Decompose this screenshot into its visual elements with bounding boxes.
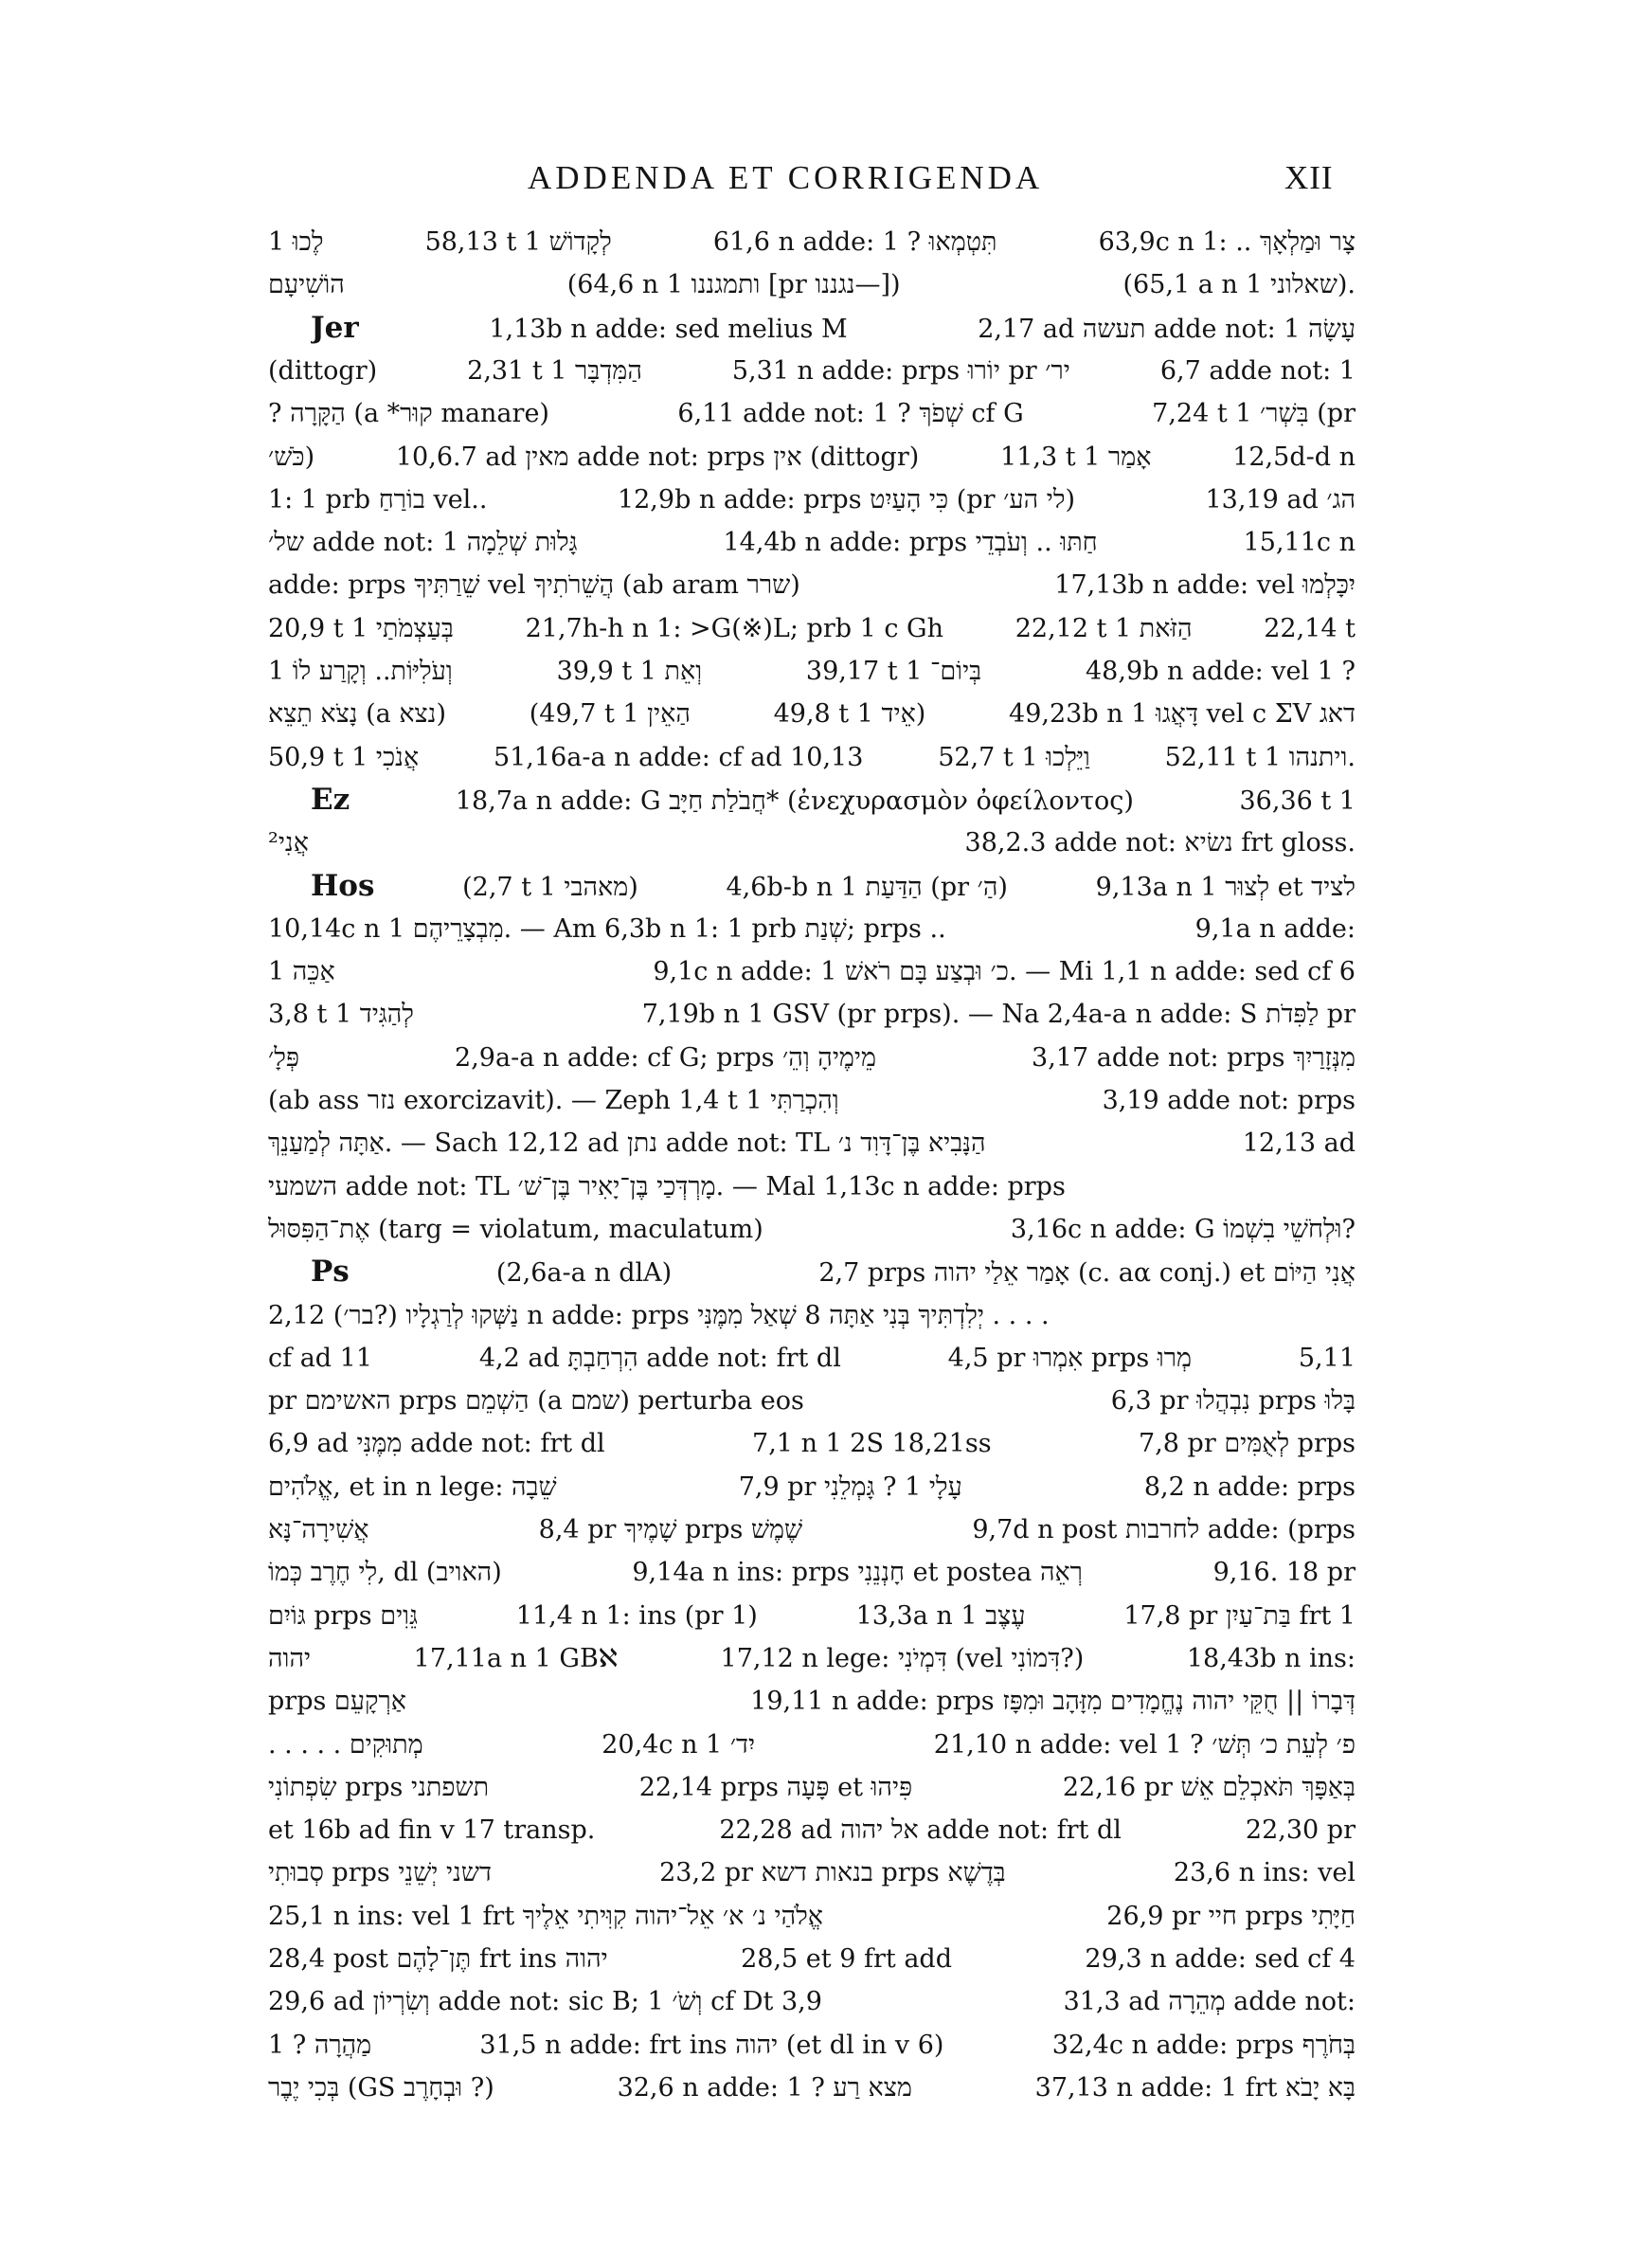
text-segment: 3,8 t 1 לְהַגִּיד	[268, 1000, 414, 1029]
text-segment: (ab ass נזר exorcizavit). — Zeph 1,4 t 1 וְהִכְרַתִּי	[268, 1086, 839, 1115]
text-line	[268, 736, 1356, 779]
text-segment: 11,4 n 1: ins (pr 1)	[515, 1601, 758, 1631]
text-line	[268, 2067, 1356, 2109]
text-segment: כֹּשׁ׳)	[268, 442, 315, 472]
text-segment: 26,9 pr חיי prps חַיָּתִי	[1106, 1902, 1356, 1931]
text-segment: 9,1c n adde: 1 כ׳ וּבְצַע בָּם רֹאשׁ. — Mi 1,1 n adde: sed cf 6	[653, 957, 1356, 986]
text-segment: 23,2 pr בנאות דשא prps בְּדֶשֶׁא	[659, 1858, 1006, 1887]
text-segment: 38,2.3 adde not: נשׂיא frt gloss.	[964, 828, 1356, 858]
text-segment: ? הַקָּרָה (a *קוּר manare)	[268, 399, 549, 428]
text-segment: 9,14a n ins: prps חָנְנֵנִי et postea רְאֵה	[632, 1558, 1083, 1587]
text-segment: 4,6b-b n 1 הַדַּעַת (pr הַ׳)	[726, 873, 1008, 902]
text-segment: 58,13 t 1 לְקָדוֹשׁ	[424, 227, 612, 257]
text-segment: 36,36 t 1	[1239, 786, 1356, 816]
text-line	[268, 1208, 1356, 1251]
text-segment: 10,14c n 1 מִבְצָרֵיהֶם. — Am 6,3b n 1: 1 prb שְׁנַת; prps ..	[268, 914, 946, 944]
text-segment: 2,9a-a n adde: cf G; prps מֵימֶיהָ וְהֵ׳	[455, 1043, 877, 1073]
text-line	[268, 1895, 1356, 1938]
text-segment: 3,17 adde not: prps מִנְּזָרַיִךְ	[1032, 1043, 1356, 1073]
text-segment: 6,3 pr נִבְהֲלוּ prps בָּלוּ	[1110, 1386, 1356, 1416]
text-segment: 9,13a n 1 לְצוּר et לציד	[1095, 873, 1356, 902]
text-segment: 8,4 pr שָׁמֶיךָ prps שֶׁמֶשׁ	[538, 1515, 803, 1544]
text-segment: פְּלָ׳	[268, 1043, 300, 1073]
text-segment: שִׂפְתוֹנִי prps תשפתני	[268, 1773, 490, 1802]
text-line	[268, 1380, 1356, 1422]
text-segment: 39,9 t 1 וְאֵת	[556, 657, 703, 686]
text-segment: 63,9c n 1: .. צָר וּמַלְאָךְ	[1098, 227, 1356, 257]
text-line	[268, 1079, 1356, 1122]
text-line	[268, 1466, 1356, 1508]
text-segment: 1 וְעֹלִיּוֹת.. וְקָרַע לוֹ	[268, 657, 453, 686]
text-segment: 21,7h-h n 1: >G(※)L; prb 1 c Gh	[525, 614, 944, 643]
text-segment: 9,16. 18 pr	[1212, 1558, 1356, 1587]
text-segment: 21,10 n adde: vel 1 ? פ׳ לְעֵת כ׳ תְּשׁ׳	[933, 1730, 1356, 1760]
book-abbreviation: Hos	[311, 869, 375, 903]
text-line	[268, 1422, 1356, 1465]
text-segment: 6,11 adde not: 1 ? שְׁפֹךְ cf G	[677, 399, 1024, 428]
text-segment: 17,8 pr בַּת־עַיִן frt 1	[1123, 1601, 1356, 1631]
text-segment: 10,6.7 ad מאין adde not: prps אין (dittogr)	[395, 442, 920, 472]
text-segment: 7,8 pr לְאֻמִּים prps	[1139, 1429, 1356, 1458]
text-segment: נָצֹא תֵצֵא (a נצא)	[268, 699, 447, 729]
text-segment: לֶכוּ 1	[268, 227, 324, 257]
text-segment: (64,6 n 1 ותמגננו [pr נגננו—])	[566, 270, 901, 299]
text-segment: 12,5d-d n	[1232, 442, 1356, 472]
text-line	[268, 1595, 1356, 1637]
text-line	[268, 1037, 1356, 1079]
text-segment: 32,4c n adde: prps בְּחֹרֶף	[1051, 2031, 1356, 2060]
text-segment: יהוה	[268, 1644, 312, 1673]
text-segment: הוֹשִׁיעָם	[268, 270, 345, 299]
text-segment: 37,13 n adde: 1 frt בָּא יָבֹא	[1034, 2073, 1356, 2103]
text-segment: 51,16a-a n adde: cf ad 10,13	[493, 743, 864, 772]
text-segment: 13,19 ad הג׳	[1205, 485, 1356, 515]
text-segment: 17,13b n adde: vel יִכָּלְמוּ	[1054, 570, 1356, 600]
text-segment: cf ad 11	[268, 1344, 373, 1373]
text-segment: 9,7d n post לחרבות adde: (prps	[972, 1515, 1356, 1544]
text-line	[268, 1809, 1356, 1851]
text-segment: אַתָּה לְמַעַנֵךְ. — Sach 12,12 ad נתן adde not: TL הַנָּבִיא בֶּן־דָּוִד נ׳	[268, 1128, 986, 1158]
text-segment: לִי חֶרֶב כְּמוֹ, dl (האויב)	[268, 1558, 502, 1587]
text-line	[268, 350, 1356, 392]
text-segment: 15,11c n	[1243, 528, 1356, 557]
text-segment: 1: 1 prb בוֹרַחַ vel..	[268, 485, 488, 515]
text-line	[268, 221, 1356, 263]
text-segment: 20,4c n 1 יִד׳	[602, 1730, 756, 1760]
text-line	[268, 1165, 1356, 1208]
text-line	[268, 1637, 1356, 1680]
text-line	[268, 1551, 1356, 1594]
text-segment: 2,31 t 1 הַמִּדְבָּר	[467, 356, 642, 386]
text-segment: 22,14 prps פָּעָה et פִּיהוּ	[638, 1773, 913, 1802]
text-line	[268, 1680, 1356, 1723]
text-segment: adde: prps שֵׁרַתִּיךָ vel הֲשֵׁרֹתִיךָ (ab aram שרר)	[268, 570, 800, 600]
text-segment: 1,13b n adde: sed melius M	[489, 315, 848, 344]
text-line	[268, 1980, 1356, 2023]
text-segment: 52,7 t 1 וַיֵּלְכוּ	[938, 743, 1090, 772]
text-segment: 7,1 n 1 2S 18,21ss	[752, 1429, 992, 1458]
text-line	[311, 865, 1356, 908]
text-segment: 31,5 n adde: frt ins יהוה (et dl in v 6)	[479, 2031, 944, 2060]
text-segment: 3,16c n adde: G וּלְחֹשֵׁי בִשְׁמוֹ?	[1010, 1215, 1356, 1244]
text-segment: 1 ? מַהֲרָה	[268, 2031, 372, 2060]
text-segment: 7,19b n 1 GSV (pr prps). — Na 2,4a-a n adde: S לַפִּדֹת pr	[641, 1000, 1356, 1029]
text-line	[268, 521, 1356, 564]
text-segment: 18,7a n adde: G חֲבֹלַת חַיָּב* (ἐνεχυρασμὸν ὀφείλοντος)	[455, 786, 1134, 816]
text-segment: 4,2 ad הִרְחַבְתָּ adde not: frt dl	[478, 1344, 841, 1373]
text-line	[268, 1938, 1356, 1980]
text-line	[268, 263, 1356, 306]
text-segment: 5,31 n adde: prps יוֹרוּ pr יר׳	[731, 356, 1070, 386]
text-segment: נַשְּׁקוּ לְרַגְלָיו (?בר׳) 2,12 n adde: prps יְלִדְתִּיךָ בְּנִי אַתָּה 8 שְׁאַל מִמֶּנִּי . . . .	[268, 1301, 1050, 1330]
text-segment: 6,7 adde not: 1	[1159, 356, 1356, 386]
text-segment: (dittogr)	[268, 356, 378, 386]
text-line	[311, 307, 1356, 350]
text-line	[268, 392, 1356, 435]
text-line	[268, 993, 1356, 1036]
text-segment: גּוֹיִם prps גֵּוִים	[268, 1601, 418, 1631]
text-segment: 11,3 t 1 אָמַר	[1000, 442, 1152, 472]
text-line	[268, 950, 1356, 993]
text-segment: pr האשימם prps הַשְׁמֵם (a שמם) perturba eos	[268, 1386, 804, 1416]
text-segment: 2,17 ad תעשה adde not: 1 עָשָׂה	[978, 315, 1356, 344]
text-segment: 9,1a n adde:	[1194, 914, 1356, 944]
text-segment: 23,6 n ins: vel	[1173, 1858, 1356, 1887]
text-segment: 52,11 t 1 ויתנהו.	[1164, 743, 1356, 772]
text-segment: 22,28 ad אל יהוה adde not: frt dl	[719, 1815, 1122, 1845]
text-segment: 28,4 post תֶּן־לָהֶם frt ins יהוה	[268, 1944, 608, 1974]
text-segment: 17,11a n 1 GBℵ	[413, 1644, 618, 1673]
text-segment: 18,43b n ins:	[1186, 1644, 1356, 1673]
text-segment: (2,7 t 1 מאהבי)	[462, 873, 638, 902]
text-segment: 22,14 t	[1264, 614, 1356, 643]
text-segment: סְבוּתִי prps דשני יְשֵׁנֵי	[268, 1858, 492, 1887]
text-segment: 50,9 t 1 אֲנֹכִי	[268, 743, 420, 772]
text-segment: אֲנִי²	[268, 828, 309, 858]
text-segment: 5,11	[1298, 1344, 1356, 1373]
page-number: XII	[1284, 159, 1334, 196]
text-line	[268, 1337, 1356, 1380]
text-segment: בְּכִי יֶבֶר (GS וּבְחָרֶב ?)	[268, 2073, 494, 2103]
text-segment: אֱלֹהִים, et in n lege: שֵׁבָה	[268, 1472, 557, 1502]
text-line	[268, 478, 1356, 521]
text-segment: 20,9 t 1 בְּעַצְמֹתַי	[268, 614, 454, 643]
text-segment: 3,19 adde not: prps	[1102, 1086, 1356, 1115]
text-segment: 48,9b n adde: vel 1 ?	[1086, 657, 1356, 686]
text-segment: 7,9 pr עָלָי 1 ? גָּמְלֵנִי	[738, 1472, 962, 1502]
text-segment: 49,8 t 1 אֵיד)	[773, 699, 926, 729]
text-line	[268, 1122, 1356, 1165]
text-segment: . . . . . מְתוּקִים	[268, 1730, 423, 1760]
text-segment: אֲשִׁירָה־נָּא	[268, 1515, 369, 1544]
text-segment: 8,2 n adde: prps	[1143, 1472, 1356, 1502]
text-segment: 1 אַכֵּה	[268, 957, 335, 986]
text-line	[268, 1508, 1356, 1551]
book-abbreviation: Ez	[311, 783, 350, 817]
text-line	[311, 779, 1356, 822]
text-segment: 29,3 n adde: sed cf 4	[1085, 1944, 1356, 1974]
text-segment: (49,7 t 1 הַאֵין	[529, 699, 691, 729]
text-segment: 49,23b n 1 דָּאֲגוּ vel c ΣV דאג	[1009, 699, 1356, 729]
text-segment: 32,6 n adde: 1 ? מצא רַע	[617, 2073, 912, 2103]
book-abbreviation: Jer	[311, 311, 359, 345]
text-segment: 6,9 ad מִמֶּנִּי adde not: frt dl	[268, 1429, 605, 1458]
text-line	[268, 607, 1356, 650]
text-segment: 12,13 ad	[1242, 1128, 1356, 1158]
text-segment: 22,16 pr בְּאַפָּךְ תֹּאכְלֵם אֵשׁ	[1062, 1773, 1356, 1802]
text-segment: 19,11 n adde: prps דְּבָרוֹ || חֻקֵּי יהוה נֶחֱמָדִים מִזָּהָב וּמִפָּז	[750, 1687, 1356, 1716]
text-segment: 12,9b n adde: prps כִּי הָעַיִט (pr לי הע׳)	[617, 485, 1075, 515]
text-line	[311, 1251, 1356, 1293]
book-abbreviation: Ps	[311, 1255, 350, 1289]
text-line	[268, 436, 1356, 478]
text-line	[268, 1766, 1356, 1809]
text-segment: 14,4b n adde: prps חַתּוּ .. וְעֹבְדֵי	[723, 528, 1098, 557]
text-segment: 4,5 pr אִמְרוּ prps מְרוּ	[947, 1344, 1193, 1373]
text-line	[268, 1851, 1356, 1894]
text-segment: 22,30 pr	[1245, 1815, 1356, 1845]
text-segment: 25,1 n ins: vel 1 frt אֱלֹהַי נ׳ א׳ אֵל־יהוה קִוִּיתִי אֵלֶיךָ	[268, 1902, 823, 1931]
text-segment: 31,3 ad מְהֵרָה adde not:	[1063, 1987, 1356, 2016]
text-segment: 17,12 n lege: דִּמְיֹנִי (vel דִּמוֹנִי?)	[720, 1644, 1085, 1673]
text-segment: (2,6a-a n dlA)	[495, 1258, 673, 1288]
text-line	[268, 822, 1356, 864]
text-segment: של׳ adde not: 1 גָּלוּת שְׁלֵמָה	[268, 528, 578, 557]
text-segment: prps אַרְקָעֵם	[268, 1687, 406, 1716]
text-segment: 28,5 et 9 frt add	[741, 1944, 952, 1974]
text-segment: 29,6 ad וְשִׂרְיוֹן adde not: sic B; 1 וְשֹׁ׳ cf Dt 3,9	[268, 1987, 822, 2016]
text-segment: 2,7 prps אָמַר אֵלַי יהוה (c. aα conj.) et אֲנִי הַיּוֹם	[818, 1258, 1356, 1288]
text-segment: 13,3a n 1 עֶצֶב	[855, 1601, 1026, 1631]
text-segment: 22,12 t 1 הַזֹּאת	[1015, 614, 1193, 643]
text-line	[268, 908, 1356, 950]
text-segment: (65,1 a n 1 שאלוני).	[1122, 270, 1356, 299]
text-segment: אֶת־הַפִּסּוּל (targ = violatum, maculatum)	[268, 1215, 763, 1244]
text-line	[268, 650, 1356, 693]
text-line	[268, 564, 1356, 606]
text-line	[268, 693, 1356, 735]
text-segment: 61,6 n adde: 1 ? תִּטְמְאוּ	[712, 227, 997, 257]
text-line	[268, 1294, 1356, 1337]
text-segment: 39,17 t 1 בְּיוֹם־	[805, 657, 982, 686]
text-line	[268, 1724, 1356, 1766]
text-segment: השמעי adde not: TL מָרְדְּכַי בֶּן־יָאִיר בֶּן־שׁ׳. — Mal 1,13c n adde: prps	[268, 1172, 1066, 1201]
text-segment: et 16b ad fin v 17 transp.	[268, 1815, 596, 1845]
text-line	[268, 2024, 1356, 2067]
text-segment: 7,24 t 1 בִּשְׁר׳ (pr	[1152, 399, 1356, 428]
running-title: ADDENDA ET CORRIGENDA	[528, 159, 1044, 196]
